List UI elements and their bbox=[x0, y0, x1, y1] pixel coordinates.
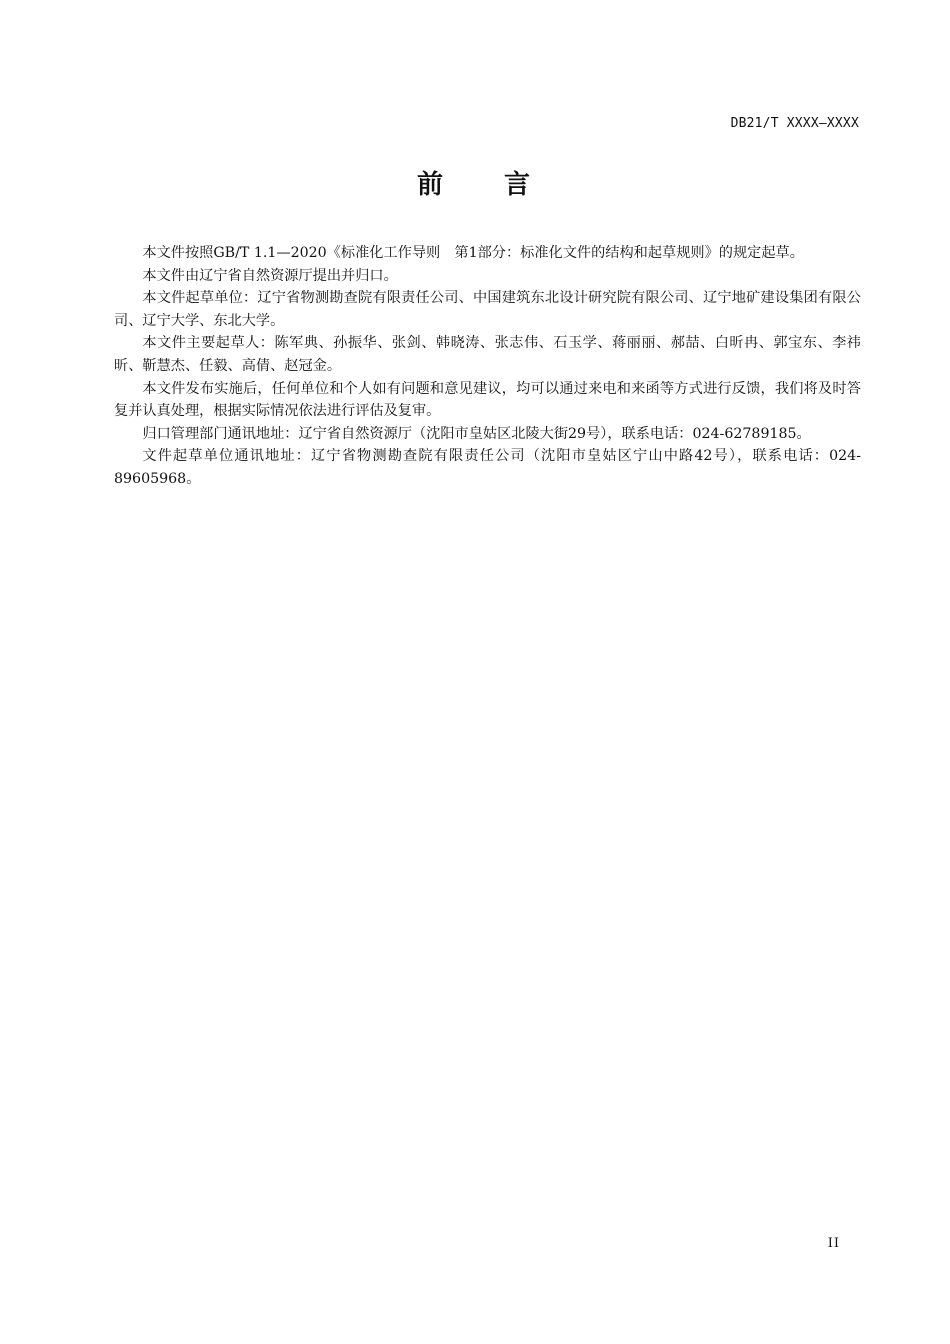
paragraph-drafters: 本文件主要起草人：陈军典、孙振华、张剑、韩晓涛、张志伟、石玉学、蒋丽丽、郝喆、白昕冉、郭宝东、李祎昕、靳慧杰、任毅、高倩、赵冠金。 bbox=[114, 335, 861, 374]
paragraph-proposer: 本文件由辽宁省自然资源厅提出并归口。 bbox=[142, 267, 398, 284]
paragraph-drafter-address: 文件起草单位通讯地址：辽宁省物测勘查院有限责任公司（沈阳市皇姑区宁山中路42号），联系电话：024-89605968。 bbox=[114, 448, 861, 487]
page-title: 前 言 bbox=[416, 170, 533, 200]
document-code: DB21/T XXXX—XXXX bbox=[730, 116, 859, 131]
foreword-body bbox=[114, 242, 861, 491]
paragraph-management-address: 归口管理部门通讯地址：辽宁省自然资源厅（沈阳市皇姑区北陵大街29号），联系电话：024-62789185。 bbox=[142, 425, 811, 442]
paragraph-feedback: 本文件发布实施后，任何单位和个人如有问题和意见建议，均可以通过来电和来函等方式进行反馈，我们将及时答复并认真处理，根据实际情况依法进行评估及复审。 bbox=[114, 380, 861, 420]
paragraph-drafting-basis: 本文件按照GB/T 1.1—2020《标准化工作导则 第1部分：标准化文件的结构和起草规则》的规定起草。 bbox=[142, 245, 804, 261]
page-number: II bbox=[827, 1236, 840, 1251]
paragraph-drafting-units: 本文件起草单位：辽宁省物测勘查院有限责任公司、中国建筑东北设计研究院有限公司、辽宁地矿建设集团有限公司、辽宁大学、东北大学。 bbox=[114, 290, 861, 329]
